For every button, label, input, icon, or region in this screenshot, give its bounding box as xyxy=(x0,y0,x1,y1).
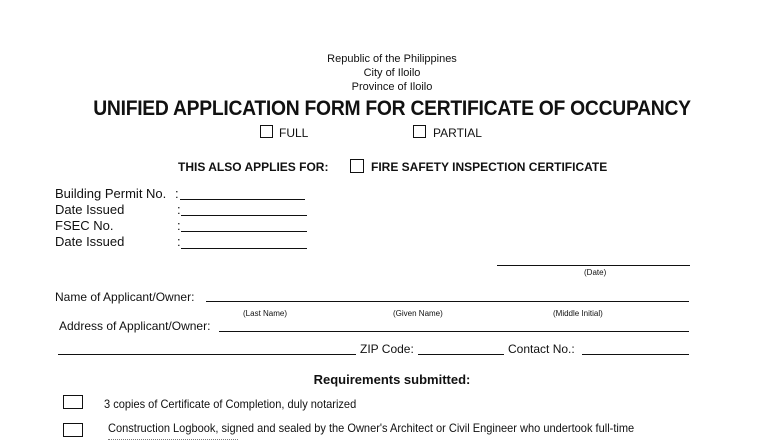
date-caption: (Date) xyxy=(584,268,607,277)
full-checkbox[interactable] xyxy=(260,125,273,138)
requirement-checkbox[interactable] xyxy=(63,395,83,409)
applicant-address-field[interactable] xyxy=(219,331,689,332)
applicant-name-label: Name of Applicant/Owner: xyxy=(55,290,195,304)
fsic-checkbox[interactable] xyxy=(350,159,364,173)
fsic-label: FIRE SAFETY INSPECTION CERTIFICATE xyxy=(371,160,608,174)
date-issued-separator: : xyxy=(177,202,181,217)
header-country: Republic of the Philippines xyxy=(327,53,457,65)
header-province: Province of Iloilo xyxy=(351,81,433,93)
building-permit-label: Building Permit No. xyxy=(55,186,167,201)
partial-label: PARTIAL xyxy=(433,126,482,140)
contact-no-label: Contact No.: xyxy=(508,342,575,356)
fsec-date-issued-separator: : xyxy=(177,234,181,249)
given-name-caption: (Given Name) xyxy=(393,309,443,318)
address-continuation-field[interactable] xyxy=(58,354,356,355)
header-city: City of Iloilo xyxy=(363,67,421,79)
also-applies-label: THIS ALSO APPLIES FOR: xyxy=(178,160,329,174)
applicant-address-label: Address of Applicant/Owner: xyxy=(59,319,211,333)
requirement-item: 3 copies of Certificate of Completion, duly notarized xyxy=(104,397,357,411)
contact-no-field[interactable] xyxy=(582,354,689,355)
requirements-heading: Requirements submitted: xyxy=(313,372,471,387)
building-permit-field[interactable] xyxy=(180,199,305,200)
middle-initial-caption: (Middle Initial) xyxy=(553,309,603,318)
fsec-label: FSEC No. xyxy=(55,218,114,233)
fsec-separator: : xyxy=(177,218,181,233)
applicant-name-field[interactable] xyxy=(206,301,689,302)
zip-code-label: ZIP Code: xyxy=(360,342,414,356)
requirement-item: Construction Logbook, signed and sealed by the Owner's Architect or Civil Engineer who undertook full-time xyxy=(108,421,635,435)
last-name-caption: (Last Name) xyxy=(243,309,288,318)
full-label: FULL xyxy=(279,126,309,140)
date-issued-field[interactable] xyxy=(181,215,307,216)
partial-checkbox[interactable] xyxy=(413,125,426,138)
date-issued-label: Date Issued xyxy=(55,202,125,217)
date-field[interactable] xyxy=(497,265,690,266)
zip-code-field[interactable] xyxy=(418,354,504,355)
form-title: UNIFIED APPLICATION FORM FOR CERTIFICATE OF OCCUPANCY xyxy=(93,97,691,120)
fsec-field[interactable] xyxy=(181,231,307,232)
fsec-date-issued-label: Date Issued xyxy=(55,234,125,249)
building-permit-separator: : xyxy=(175,186,179,201)
requirement-checkbox[interactable] xyxy=(63,423,83,437)
fsec-date-issued-field[interactable] xyxy=(181,248,307,249)
requirement-item-continuation xyxy=(108,439,238,440)
